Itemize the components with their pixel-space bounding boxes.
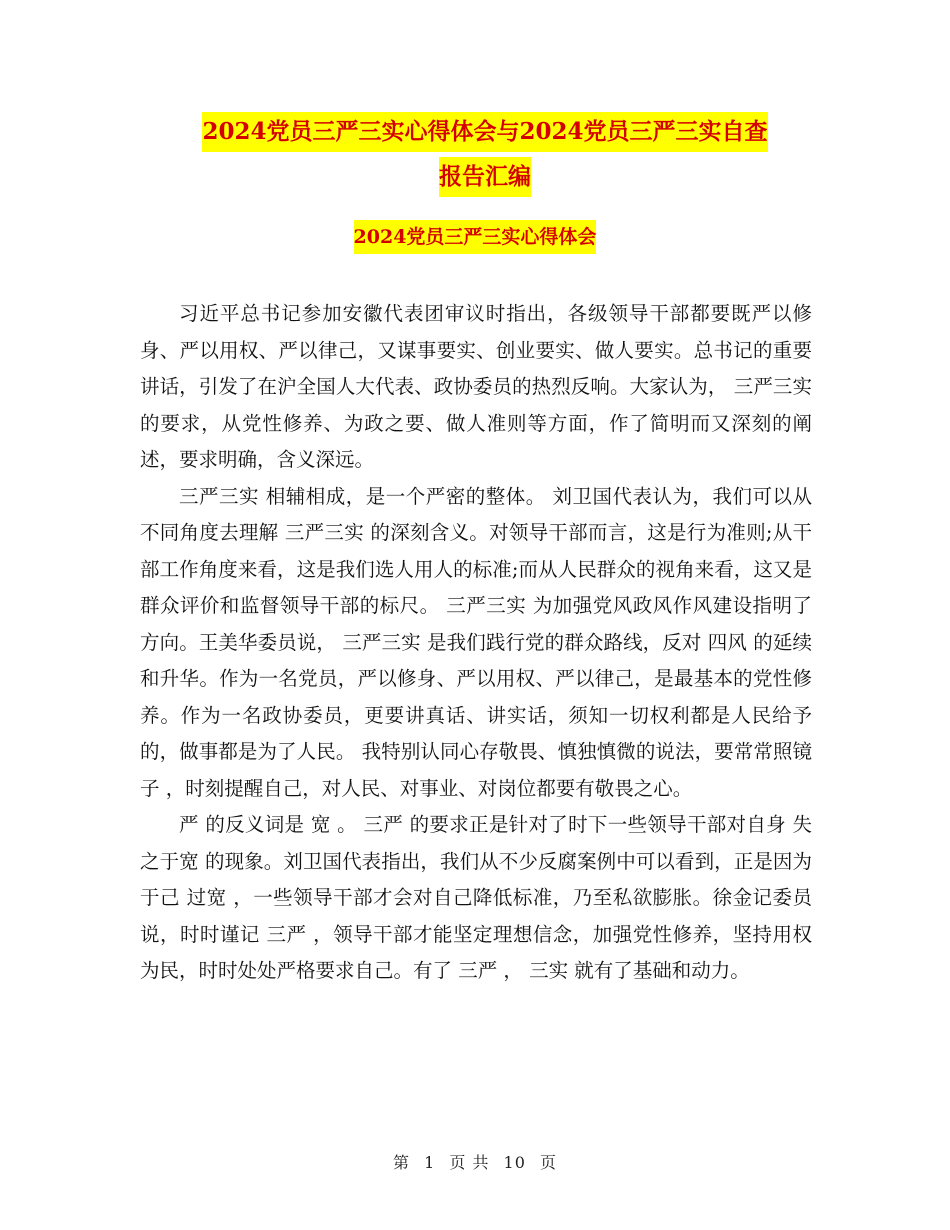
section-heading: 2024党员三严三实心得体会	[354, 220, 597, 254]
document-title	[140, 112, 830, 202]
paragraph-1: 习近平总书记参加安徽代表团审议时指出，各级领导干部都要既严以修身、严以用权、严以律己，又谋事要实、创业要实、做人要实。总书记的重要讲话，引发了在沪全国人大代表、政协委员的热烈反响。大家认为， 三严三实 的要求，从党性修养、为政之要、做人准则等方面，作了简明而又深刻的阐述，要求明确，含义深远。	[140, 302, 812, 471]
section-heading-container	[140, 220, 810, 254]
title-line-2: 报告汇编	[439, 157, 531, 197]
footer-prefix: 第	[392, 1153, 410, 1172]
footer-middle: 页 共	[449, 1153, 490, 1172]
footer-page-total: 10	[503, 1153, 526, 1172]
paragraph-2: 三严三实 相辅相成，是一个严密的整体。 刘卫国代表认为，我们可以从不同角度去理解 三严三实 的深刻含义。对领导干部而言，这是行为准则;从干部工作角度来看，这是我们选人用人的标准;而从人民群众的视角来看，这又是群众评价和监督领导干部的标尺。 三严三实 为加强党风政风作风建设指明了方向。王美华委员说， 三严三实 是我们践行党的群众路线，反对 四风 的延续和升华。作为一名党员，严以修身、严以用权、严以律己，是最基本的党性修养。作为一名政协委员，更要讲真话、讲实话，须知一切权利都是人民给予的，做事都是为了人民。 我特别认同心存敬畏、慎独慎微的说法，要常常照镜子 ，时刻提醒自己，对人民、对事业、对岗位都要有敬畏之心。	[140, 484, 812, 800]
body-text	[140, 296, 812, 990]
footer-page-current: 1	[424, 1153, 436, 1172]
paragraph-3: 严 的反义词是 宽 。 三严 的要求正是针对了时下一些领导干部对自身 失之于宽 的现象。刘卫国代表指出，我们从不少反腐案例中可以看到，正是因为于己 过宽 ，一些领导干部才会对自己降低标准，乃至私欲膨胀。徐金记委员说，时时谨记 三严 ，领导干部才能坚定理想信念，加强党性修养，坚持用权为民，时时处处严格要求自己。有了 三严 ， 三实 就有了基础和动力。	[140, 813, 812, 982]
footer-suffix: 页	[540, 1153, 558, 1172]
page-footer	[0, 1150, 950, 1173]
title-line-1: 2024党员三严三实心得体会与2024党员三严三实自查	[202, 112, 767, 152]
